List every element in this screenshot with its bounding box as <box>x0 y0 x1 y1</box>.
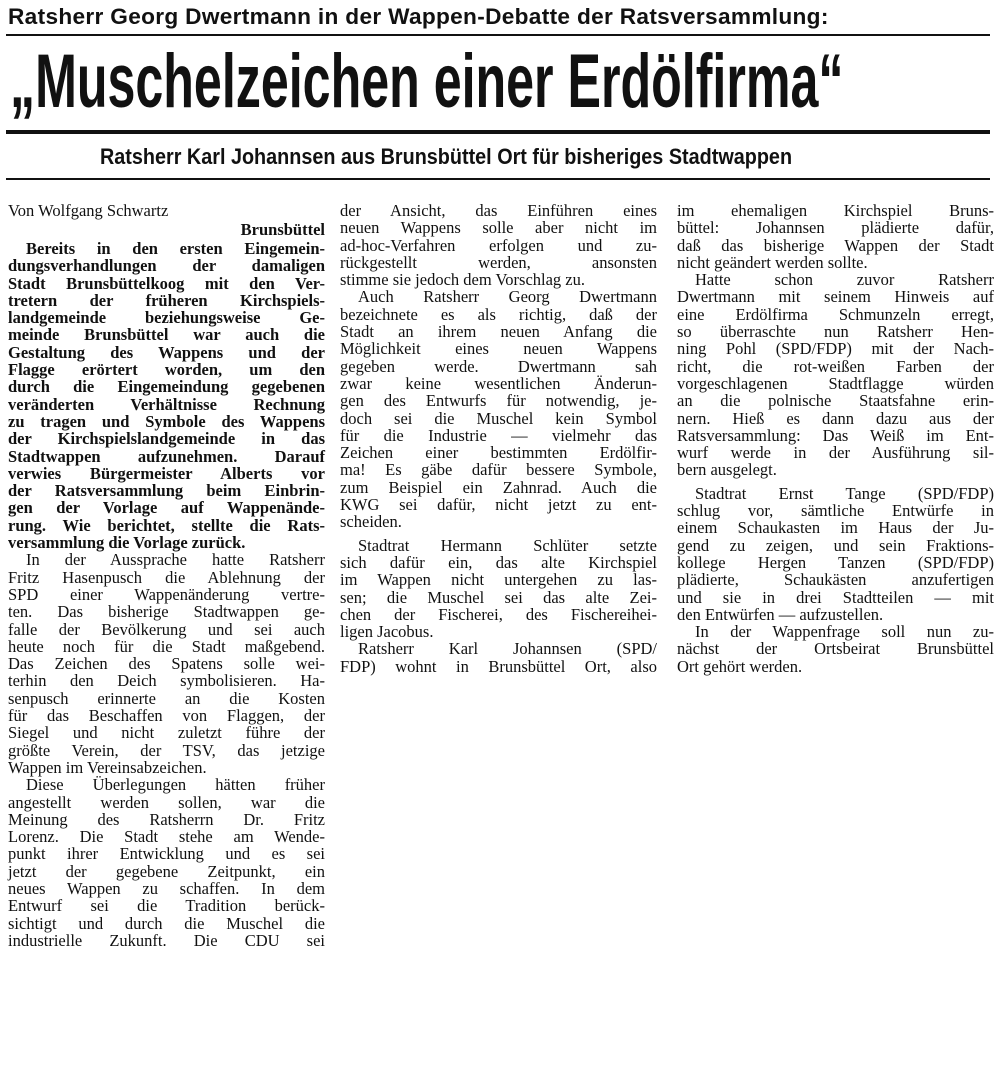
text-line: richt, die rot-weißen Farben der <box>677 356 994 376</box>
text-line: Stadtwappen aufzunehmen. Darauf <box>8 446 325 466</box>
text-line: landgemeinde beziehungsweise Ge- <box>8 308 325 328</box>
text-line: zum Beispiel ein Zahnrad. Auch die <box>340 477 657 497</box>
text-line: im ehemaligen Kirchspiel Bruns- <box>677 201 994 220</box>
text-line: falle der Bevölkerung und sei auch <box>8 619 325 639</box>
text-line: Das Zeichen des Spatens solle wei- <box>8 654 325 674</box>
text-line: gend zu zeigen, und sein Fraktions- <box>677 535 994 555</box>
text-line: gen der Vorlage auf Wappenände- <box>8 498 325 518</box>
text-line: Auch Ratsherr Georg Dwertmann <box>358 287 657 307</box>
article-paragraph <box>340 640 657 675</box>
text-line: sichtigt und durch die Muschel die <box>8 913 325 933</box>
text-line: nicht geändert werden sollte. <box>677 252 868 272</box>
text-line: plädierte, Schaukästen anzufertigen <box>677 570 994 590</box>
text-line: Diese Überlegungen hätten früher <box>26 775 325 795</box>
text-line: Stadt Brunsbüttelkoog mit den Ver- <box>8 273 325 293</box>
article-paragraph <box>677 271 994 479</box>
text-line: ma! Es gäbe dafür bessere Symbole, <box>340 460 657 480</box>
text-line: ning Pohl (SPD/FDP) mit der Nach- <box>677 339 994 359</box>
text-line: für das Beschaffen von Flaggen, der <box>8 706 325 726</box>
text-line: Stadtrat Ernst Tange (SPD/FDP) <box>695 483 994 503</box>
text-line: größte Verein, der TSV, das jetzige <box>8 740 325 760</box>
text-line: Dwertmann mit seinem Hinweis auf <box>677 287 994 307</box>
text-line: neuen Wappens solle aber nicht im <box>340 218 657 238</box>
text-line: Flagge erörtert worden, um den <box>8 360 325 380</box>
text-line: an die polnische Staatsfahne erin- <box>677 391 994 411</box>
text-line: SPD einer Wappenänderung vertre- <box>8 584 325 604</box>
text-line: stimme sie jedoch dem Vorschlag zu. <box>340 270 586 290</box>
subheadline: Ratsherr Karl Johannsen aus Brunsbüttel Ort für bisheriges Stadtwappen <box>100 144 793 169</box>
text-line: gegeben werde. Dwertmann sah <box>340 356 657 376</box>
text-line: rückgestellt werden, ansonsten <box>340 252 657 272</box>
text-line: gen des Entwurfs für notwendig, je- <box>340 391 657 411</box>
text-line: jetzt der gegebene Zeitpunkt, ein <box>8 861 325 881</box>
article-paragraph <box>8 240 325 551</box>
text-line: Hatte schon zuvor Ratsherr <box>695 270 994 290</box>
text-line: industrielle Zukunft. Die CDU sei <box>8 930 325 950</box>
article-paragraph <box>8 551 325 776</box>
text-line: FDP) wohnt in Brunsbüttel Ort, also <box>340 656 657 676</box>
text-line: Ratsversammlung: Das Weiß im Ent- <box>677 425 994 445</box>
text-line: der Ansicht, das Einführen eines <box>340 201 657 220</box>
article-paragraph <box>340 202 657 288</box>
text-line: In der Aussprache hatte Ratsherr <box>26 550 325 570</box>
text-line: Ratsherr Karl Johannsen (SPD/ <box>358 639 657 659</box>
text-line: rung. Wie berichtet, stellte die Rats- <box>8 515 325 535</box>
text-line: dungsverhandlungen der damaligen <box>8 256 325 276</box>
text-line: daß das bisherige Wappen der Stadt <box>677 235 994 255</box>
text-line: büttel: Johannsen plädierte dafür, <box>677 218 994 238</box>
text-line: nern. Hieß es dann dazu aus der <box>677 408 994 428</box>
dateline: Brunsbüttel <box>240 220 325 239</box>
text-line: Ort gehört werden. <box>677 656 803 676</box>
text-line: In der Wappenfrage soll nun zu- <box>695 622 994 642</box>
text-line: zwar keine wesentlichen Änderun- <box>340 373 657 393</box>
text-line: eine Erdölfirma Schmunzeln erregt, <box>677 304 994 324</box>
text-line: und sie in drei Stadtteilen — mit <box>677 587 994 607</box>
article-column-3 <box>677 202 994 675</box>
text-line: Meinung des Ratsherrn Dr. Fritz <box>8 809 325 829</box>
text-line: terhin den Deich symbolisieren. Ha- <box>8 671 325 691</box>
text-line: Stadtrat Hermann Schlüter setzte <box>358 535 657 555</box>
text-line: Wappen im Vereinsabzeichen. <box>8 757 207 777</box>
article-paragraph <box>677 485 994 623</box>
text-line: heute noch für die Stadt maßgebend. <box>8 636 325 656</box>
text-line: scheiden. <box>340 512 402 532</box>
text-line: Stadt an ihrem neuen Anfang die <box>340 322 657 342</box>
article-paragraph <box>340 537 657 641</box>
text-line: Bereits in den ersten Eingemein- <box>26 239 325 258</box>
text-line: durch die Eingemeindung gegebenen <box>8 377 325 397</box>
text-line: veränderten Verhältnisse Rechnung <box>8 394 325 414</box>
text-line: Fritz Hasenpusch die Ablehnung der <box>8 567 325 587</box>
article-paragraph <box>677 623 994 675</box>
text-line: doch sei die Muschel kein Symbol <box>340 408 657 428</box>
text-line: der Ratsversammlung beim Einbrin- <box>8 481 325 501</box>
text-line: einem Schaukasten im Haus der Ju- <box>677 518 994 538</box>
text-line: den Entwürfen — aufzustellen. <box>677 604 884 624</box>
text-line: Entwurf sei die Tradition berück- <box>8 896 325 916</box>
article-paragraph <box>8 776 325 949</box>
divider <box>6 34 990 36</box>
text-line: ligen Jacobus. <box>340 622 434 642</box>
text-line: verwies Bürgermeister Alberts vor <box>8 463 325 483</box>
text-line: KWG sei dafür, nicht jetzt zu ent- <box>340 495 657 515</box>
text-line: neues Wappen zu schaffen. In dem <box>8 878 325 898</box>
text-line: nächst der Ortsbeirat Brunsbüttel <box>677 639 994 659</box>
text-line: vorgeschlagenen Stadtflagge würden <box>677 373 994 393</box>
text-line: kollege Hergen Tanzen (SPD/FDP) <box>677 552 994 572</box>
text-line: Zeichen einer bestimmten Erdölfir- <box>340 443 657 463</box>
text-line: bern ausgelegt. <box>677 460 777 480</box>
text-line: Siegel und nicht zuletzt führe der <box>8 723 325 743</box>
article-column-2 <box>340 202 657 675</box>
headline: „Muschelzeichen einer Erdölfirma“ <box>10 39 844 124</box>
text-line: tretern der früheren Kirchspiels- <box>8 290 325 310</box>
text-line: punkt ihrer Entwicklung und es sei <box>8 844 325 864</box>
text-line: sen; die Muschel sei das alte Zei- <box>340 587 657 607</box>
text-line: angestellt werden sollen, war die <box>8 792 325 812</box>
article-paragraph <box>677 202 994 271</box>
text-line: bezeichnete es als richtig, daß der <box>340 304 657 324</box>
text-line: so überraschte nun Ratsherr Hen- <box>677 322 994 342</box>
text-line: meinde Brunsbüttel war auch die <box>8 325 325 345</box>
text-line: Lorenz. Die Stadt stehe am Wende- <box>8 827 325 847</box>
byline: Von Wolfgang Schwartz <box>8 201 169 220</box>
text-line: zu tragen und Symbole des Wappens <box>8 411 325 431</box>
text-line: der Kirchspielslandgemeinde in das <box>8 429 325 449</box>
text-line: ad-hoc-Verfahren erfolgen und zu- <box>340 235 657 255</box>
text-line: Gestaltung des Wappens und der <box>8 342 325 362</box>
text-line: für die Industrie — vielmehr das <box>340 425 657 445</box>
text-line: chen der Fischerei, des Fischereihei- <box>340 604 657 624</box>
text-line: senpusch erinnerte an die Kosten <box>8 688 325 708</box>
text-line: schlug vor, sämtliche Entwürfe in <box>677 501 994 521</box>
article-paragraph <box>340 288 657 530</box>
article-column-1 <box>8 202 325 949</box>
text-line: wurf werde in der Ausführung sil- <box>677 443 994 463</box>
text-line: Möglichkeit eines neuen Wappens <box>340 339 657 359</box>
text-line: ten. Das bisherige Stadtwappen ge- <box>8 602 325 622</box>
text-line: versammlung die Vorlage zurück. <box>8 533 246 553</box>
kicker-line: Ratsherr Georg Dwertmann in der Wappen-Debatte der Ratsversammlung: <box>8 4 829 29</box>
text-line: im Wappen nicht untergehen zu las- <box>340 570 657 590</box>
divider <box>6 178 990 180</box>
text-line: sich dafür ein, das alte Kirchspiel <box>340 552 657 572</box>
divider <box>6 130 990 134</box>
